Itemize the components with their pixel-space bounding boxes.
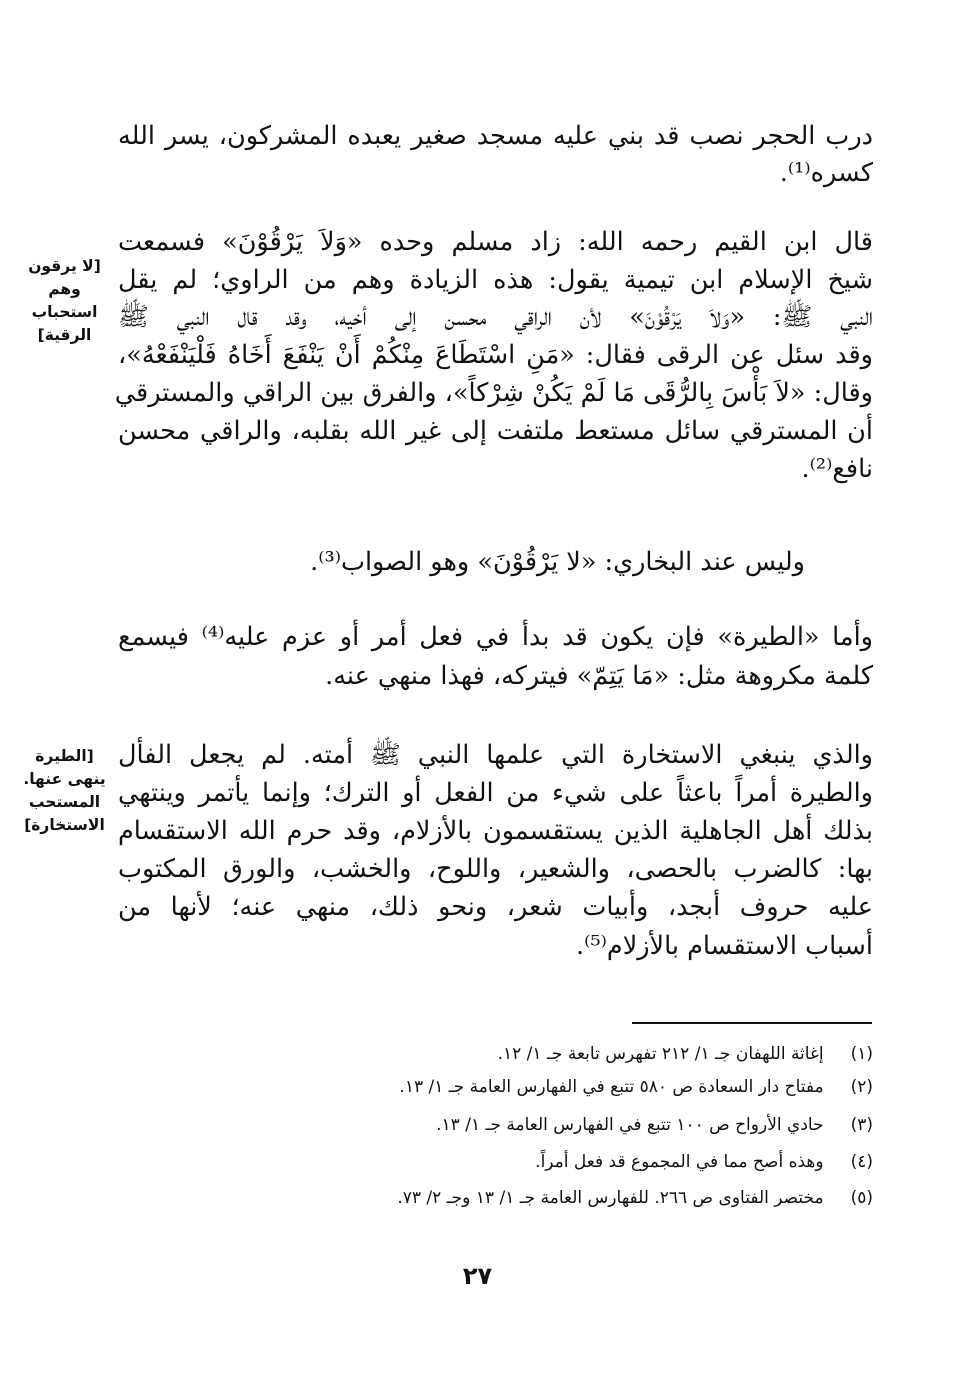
body-line: وقال: «لاَ بَأْسَ بِالرُّقَى مَا لَمْ يَكُنْ شِرْكاً»، والفرق بين الراقي والمسترقي <box>114 378 873 408</box>
footnote-text: وهذه أصح مما في المجموع قد فعل أمراً. <box>535 1152 824 1172</box>
page-number: ٢٧ <box>462 1262 493 1290</box>
footnote-text: مفتاح دار السعادة ص ٥٨٠ تتبع في الفهارس العامة جـ ١/ ١٣. <box>399 1077 824 1097</box>
body-line: نافع⁽²⁾. <box>801 454 873 484</box>
footnote <box>180 1041 873 1067</box>
margin-note-line: [الطيرة <box>35 747 94 765</box>
body-line: النبي ﷺ: «وَلاَ يَرْقُوْنَ» لأن الراقي محسن إلى أخيه، وقد قال النبي ﷺ <box>118 302 873 332</box>
footnote <box>180 1185 873 1211</box>
body-line: والذي ينبغي الاستخارة التي علمها النبي ﷺ أمته. لم يجعل الفأل <box>118 740 873 770</box>
margin-note-line: المستحب <box>28 793 101 811</box>
footnote-text: إغاثة اللهفان جـ ١/ ٢١٢ تفهرس تابعة جـ ١/ ١٢. <box>497 1044 824 1064</box>
footnote <box>180 1112 873 1138</box>
margin-note-line: وهم <box>48 280 81 298</box>
footnote-separator <box>632 1022 872 1024</box>
body-line: أسباب الاستقسام بالأزلام⁽⁵⁾. <box>576 931 873 961</box>
footnote <box>180 1149 873 1175</box>
body-line: قال ابن القيم رحمه الله: زاد مسلم وحده «وَلاَ يَرْقُوْنَ» فسمعت <box>118 227 873 257</box>
body-line: بذلك أهل الجاهلية الذين يستقسمون بالأزلام، وقد حرم الله الاستقسام <box>118 816 873 846</box>
body-line: عليه حروف أبجد، وأبيات شعر، ونحو ذلك، منهي عنه؛ لأنها من <box>118 892 873 922</box>
footnote-number: (٤) <box>850 1152 873 1172</box>
footnote-text: حادي الأرواح ص ١٠٠ تتبع في الفهارس العامة جـ ١/ ١٣. <box>436 1115 824 1135</box>
footnote-text: مختصر الفتاوى ص ٢٦٦. للفهارس العامة جـ ١/ ١٣ وجـ ٢/ ٧٣. <box>397 1188 824 1208</box>
margin-note-line: الاستخارة] <box>24 816 105 834</box>
margin-note-line: [لا يرقون <box>28 257 101 275</box>
margin-note-line: استحباب <box>31 303 98 321</box>
body-line: شيخ الإسلام ابن تيمية يقول: هذه الزيادة وهم من الراوي؛ لم يقل <box>118 265 873 295</box>
footnote-number: (٣) <box>850 1115 873 1135</box>
margin-note-ruqya <box>12 255 117 347</box>
body-line: درب الحجر نصب قد بني عليه مسجد صغير يعبده المشركون، يسر الله <box>118 121 873 151</box>
body-line: بها: كالضرب بالحصى، والشعير، واللوح، والخشب، والورق المكتوب <box>118 854 873 884</box>
footnote-number: (٥) <box>850 1188 873 1208</box>
body-line: أن المسترقي سائل مستعط ملتفت إلى غير الله بقلبه، والراقي محسن <box>118 416 873 446</box>
margin-note-tiyara <box>12 745 117 837</box>
body-line: وأما «الطيرة» فإن يكون قد بدأ في فعل أمر أو عزم عليه⁽⁴⁾ فيسمع <box>118 622 873 652</box>
margin-note-line: ينهى عنها. <box>23 770 106 788</box>
margin-note-line: الرقية] <box>37 326 92 344</box>
footnote-number: (٢) <box>850 1077 873 1097</box>
body-line: كسره⁽¹⁾. <box>779 158 873 188</box>
footnote <box>180 1074 873 1100</box>
body-line: والطيرة أمراً باعثاً على شيء من الفعل أو الترك؛ وإنما يأتمر وينتهي <box>118 778 873 808</box>
body-line: وليس عند البخاري: «لا يَرْقُوْنَ» وهو الصواب⁽³⁾. <box>310 547 805 577</box>
body-line: وقد سئل عن الرقى فقال: «مَنِ اسْتَطَاعَ مِنْكُمْ أَنْ يَنْفَعَ أَخَاهُ فَلْيَنْفَعْهُ»، <box>118 340 873 370</box>
footnote-number: (١) <box>850 1044 873 1064</box>
body-line: كلمة مكروهة مثل: «مَا يَتِمّ» فيتركه، فهذا منهي عنه. <box>325 661 873 691</box>
